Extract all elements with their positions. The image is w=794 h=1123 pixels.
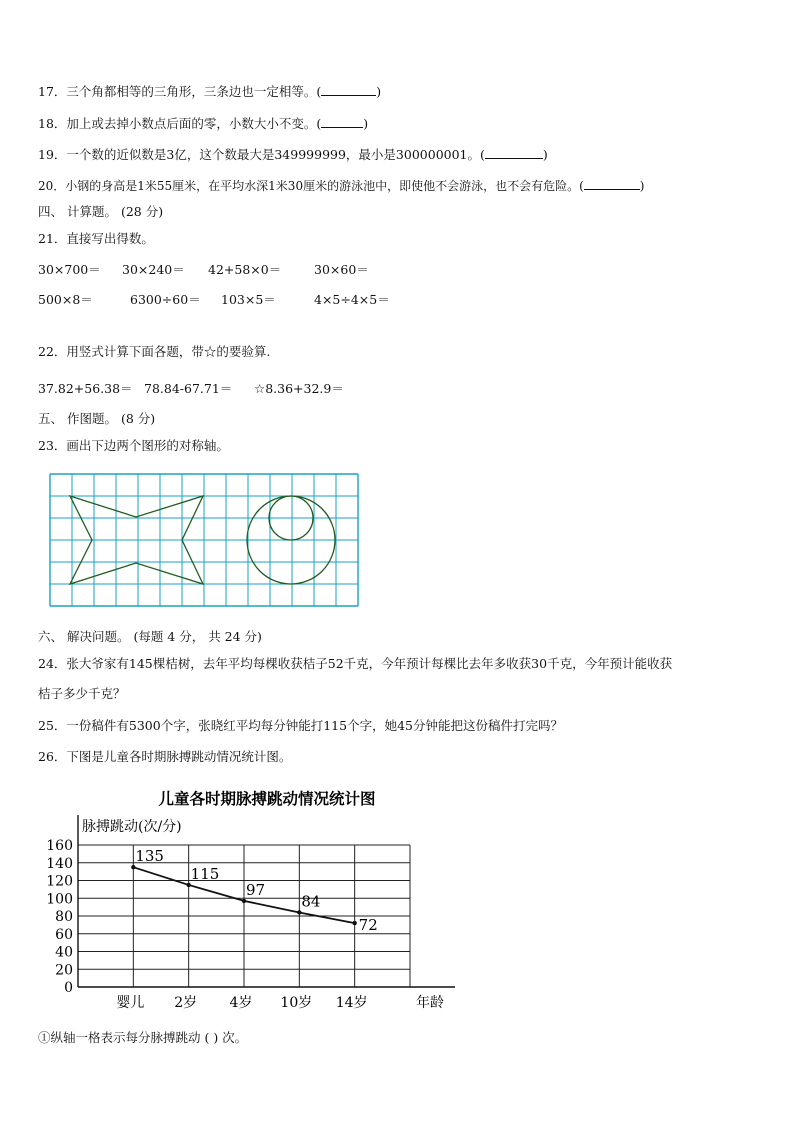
calc-item: 42+58×0＝ xyxy=(208,262,282,277)
y-tick-label: 0 xyxy=(64,980,73,996)
y-tick-label: 140 xyxy=(46,855,73,872)
question-24-line-1: 24．张大爷家有145棵桔树，去年平均每棵收获桔子52千克，今年预计每棵比去年多收获30千克，今年预计能收获 xyxy=(38,656,673,671)
y-axis-label: 脉搏跳动(次/分) xyxy=(82,819,182,835)
x-axis-label: 年龄 xyxy=(416,995,444,1011)
calc-item: 500×8＝ xyxy=(38,292,93,307)
data-point xyxy=(186,883,190,887)
data-point xyxy=(131,865,135,869)
calc-item: 103×5＝ xyxy=(221,292,276,307)
x-tick-label: 10岁 xyxy=(280,995,313,1011)
question-17: 17．三个角都相等的三角形，三条边也一定相等。( ) xyxy=(38,84,382,99)
data-point xyxy=(352,921,356,925)
data-label: 84 xyxy=(301,892,321,911)
calc-item: ☆8.36+32.9＝ xyxy=(254,381,344,396)
data-point xyxy=(242,899,246,903)
y-tick-label: 40 xyxy=(55,944,73,961)
calc-item: 30×60＝ xyxy=(314,262,369,277)
calc-item: 30×700＝ xyxy=(38,262,101,277)
answer-blank-18[interactable] xyxy=(321,115,363,128)
data-label: 72 xyxy=(358,916,378,935)
calc-item: 6300÷60＝ xyxy=(130,292,201,307)
answer-blank-17[interactable] xyxy=(321,83,376,96)
question-21: 21．直接写出得数。 xyxy=(38,231,154,246)
y-tick-label: 60 xyxy=(55,926,73,943)
question-19: 19．一个数的近似数是3亿，这个数最大是349999999，最小是300000001。( ) xyxy=(38,147,548,162)
pulse-line-chart xyxy=(30,780,470,1020)
y-tick-label: 160 xyxy=(46,838,73,854)
question-26: 26．下图是儿童各时期脉搏跳动情况统计图。 xyxy=(38,749,292,764)
data-label: 115 xyxy=(190,864,220,883)
question-22: 22．用竖式计算下面各题，带☆的要验算. xyxy=(38,344,271,359)
section-4-heading: 四、 计算题。 (28 分) xyxy=(38,204,164,219)
grid-lines xyxy=(50,474,358,606)
chart-title: 儿童各时期脉搏跳动情况统计图 xyxy=(158,789,376,808)
calc-item: 78.84-67.71＝ xyxy=(144,381,233,396)
question-24-line-2: 桔子多少千克？ xyxy=(38,686,126,701)
answer-blank-20[interactable] xyxy=(584,177,640,190)
calc-item: 37.82+56.38＝ xyxy=(38,381,133,396)
question-26-subquestion-1: ①纵轴一格表示每分脉搏跳动 ( ) 次。 xyxy=(38,1030,248,1045)
data-label: 135 xyxy=(135,847,164,866)
section-5-heading: 五、 作图题。 (8 分) xyxy=(38,411,156,426)
y-tick-label: 100 xyxy=(46,891,73,908)
x-tick-label: 婴儿 xyxy=(116,995,145,1011)
answer-blank-19[interactable] xyxy=(485,146,543,159)
y-tick-label: 80 xyxy=(55,909,73,925)
x-tick-label: 2岁 xyxy=(174,995,198,1011)
data-point xyxy=(297,910,301,914)
x-tick-label: 4岁 xyxy=(229,995,253,1011)
symmetry-grid-figure xyxy=(48,473,360,609)
question-18: 18．加上或去掉小数点后面的零，小数大小不变。( ) xyxy=(38,116,369,131)
x-tick-label: 14岁 xyxy=(335,995,368,1011)
question-20: 20．小钢的身高是1米55厘米，在平均水深1米30厘米的游泳池中，即使他不会游泳，也不会有危险。( ) xyxy=(38,179,645,193)
question-25: 25．一份稿件有5300个字，张晓红平均每分钟能打115个字，她45分钟能把这份稿件打完吗？ xyxy=(38,718,563,733)
question-23: 23．画出下边两个图形的对称轴。 xyxy=(38,438,229,453)
x-tick-labels xyxy=(116,994,367,1011)
y-tick-label: 120 xyxy=(46,873,73,890)
y-tick-labels xyxy=(46,838,73,996)
calc-item: 4×5÷4×5＝ xyxy=(314,292,390,307)
data-label: 97 xyxy=(246,880,266,899)
calc-item: 30×240＝ xyxy=(122,262,185,277)
y-tick-label: 20 xyxy=(55,962,73,979)
section-6-heading: 六、 解决问题。 (每题 4 分， 共 24 分) xyxy=(38,629,262,644)
chart-axes xyxy=(78,815,455,987)
